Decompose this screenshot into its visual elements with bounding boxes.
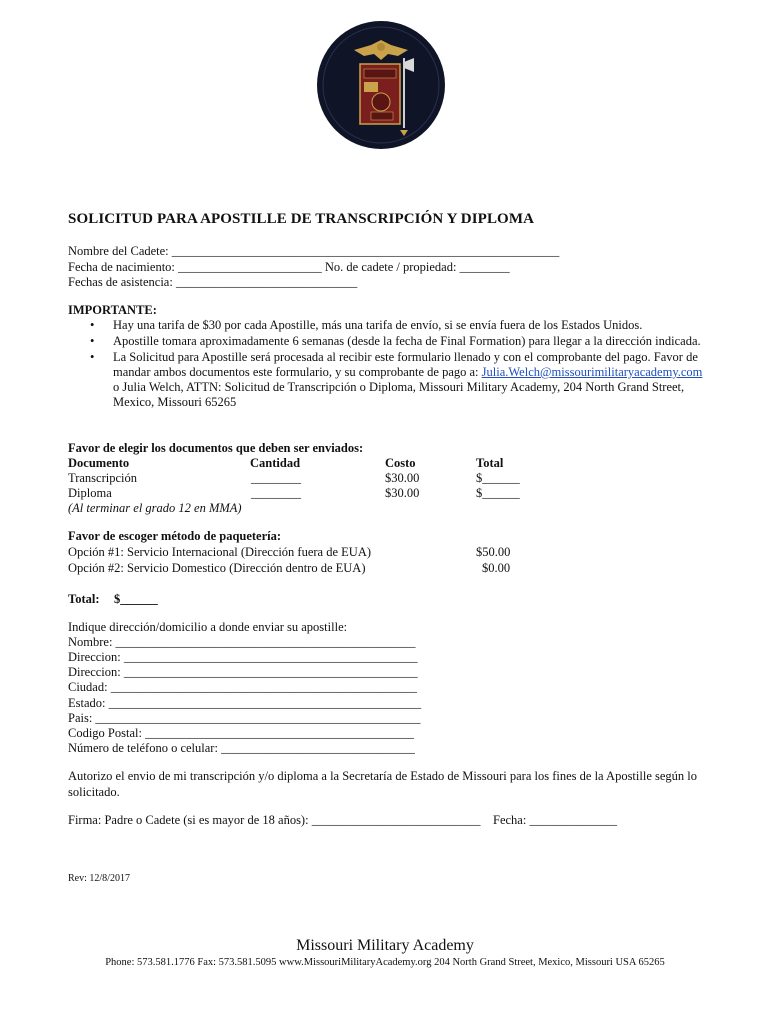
documents-heading: Favor de elegir los documentos que deben ser enviados: bbox=[68, 441, 364, 455]
footer-academy-name: Missouri Military Academy bbox=[296, 937, 474, 954]
shipping-option-2[interactable]: Opción #2: Servicio Domestico (Dirección dentro de EUA) bbox=[68, 561, 366, 575]
address-telefono-field[interactable]: Número de teléfono o celular: _______________________________ bbox=[68, 741, 415, 755]
shipping-option-1-price: $50.00 bbox=[476, 545, 511, 559]
address-intro: Indique dirección/domicilio a donde enviar su apostille: bbox=[68, 620, 348, 634]
list-item bbox=[68, 318, 708, 333]
row-diploma-documento: Diploma bbox=[68, 486, 112, 500]
bullet-icon: • bbox=[90, 350, 95, 364]
row-diploma-costo: $30.00 bbox=[385, 486, 420, 500]
importante-heading: IMPORTANTE: bbox=[68, 303, 157, 317]
shipping-option-1[interactable]: Opción #1: Servicio Internacional (Dirección fuera de EUA) bbox=[68, 545, 372, 559]
list-item-text: Apostille tomara aproximadamente 6 semanas (desde la fecha de Final Formation) para llegar a la dirección indicada. bbox=[113, 334, 701, 348]
signature-field[interactable]: Firma: Padre o Cadete (si es mayor de 18 años): ___________________________ bbox=[68, 813, 481, 827]
address-nombre-field[interactable]: Nombre: ________________________________________________ bbox=[68, 635, 416, 649]
grand-total-label: Total: bbox=[68, 592, 100, 606]
bullet-icon: • bbox=[90, 318, 95, 332]
row-transcripcion-cantidad[interactable]: ________ bbox=[251, 471, 301, 485]
importante-list bbox=[68, 318, 708, 411]
address-direccion-1-field[interactable]: Direccion: _______________________________________________ bbox=[68, 650, 418, 664]
diploma-note: (Al terminar el grado 12 en MMA) bbox=[68, 501, 242, 515]
address-pais-field[interactable]: Pais: ____________________________________________________ bbox=[68, 711, 421, 725]
revision-date: Rev: 12/8/2017 bbox=[68, 873, 130, 884]
cadet-name-field[interactable]: Nombre del Cadete: ______________________________________________________________ bbox=[68, 244, 560, 258]
list-item-text: o Julia Welch, ATTN: Solicitud de Transcripción o Diploma, Missouri Military Academy, 204 North Grand Street, Mexico, Missouri 65265 bbox=[113, 380, 685, 409]
col-costo: Costo bbox=[385, 456, 416, 470]
address-estado-field[interactable]: Estado: __________________________________________________ bbox=[68, 696, 422, 710]
bullet-icon: • bbox=[90, 334, 95, 348]
email-link[interactable]: Julia.Welch@missourimilitaryacademy.com bbox=[481, 365, 703, 379]
shipping-option-2-price: $0.00 bbox=[482, 561, 511, 575]
attendance-dates-field[interactable]: Fechas de asistencia: _____________________________ bbox=[68, 275, 358, 289]
academy-seal-logo bbox=[316, 20, 446, 150]
footer-contact-info: Phone: 573.581.1776 Fax: 573.581.5095 www.MissouriMilitaryAcademy.org 204 North Grand Street, Mexico, Missouri USA 65265 bbox=[105, 957, 665, 968]
signature-date-field[interactable]: Fecha: ______________ bbox=[493, 813, 617, 827]
list-item-text: Hay una tarifa de $30 por cada Apostille, más una tarifa de envío, si se envía fuera de los Estados Unidos. bbox=[113, 318, 643, 332]
page-title: SOLICITUD PARA APOSTILLE DE TRANSCRIPCIÓN Y DIPLOMA bbox=[68, 211, 535, 227]
address-codigo-postal-field[interactable]: Codigo Postal: ___________________________________________ bbox=[68, 726, 414, 740]
authorization-text: Autorizo el envio de mi transcripción y/o diploma a la Secretaría de Estado de Missouri para los fines de la Apostille según lo solicitado. bbox=[68, 769, 698, 799]
address-ciudad-field[interactable]: Ciudad: _________________________________________________ bbox=[68, 680, 417, 694]
col-cantidad: Cantidad bbox=[250, 456, 301, 470]
address-direccion-2-field[interactable]: Direccion: _______________________________________________ bbox=[68, 665, 418, 679]
list-item bbox=[68, 350, 708, 410]
shipping-heading: Favor de escoger método de paquetería: bbox=[68, 529, 282, 543]
list-item-text: La Solicitud para Apostille será procesada al recibir este formulario llenado y con el comprobante del pago. Favor de mandar ambos documentos este formulario, y su comprobante de pago a: bbox=[113, 350, 698, 379]
row-transcripcion-costo: $30.00 bbox=[385, 471, 420, 485]
grand-total-field[interactable]: $______ bbox=[114, 592, 158, 606]
col-documento: Documento bbox=[68, 456, 130, 470]
list-item bbox=[68, 334, 708, 349]
row-diploma-total[interactable]: $______ bbox=[476, 486, 520, 500]
col-total: Total bbox=[476, 456, 504, 470]
row-diploma-cantidad[interactable]: ________ bbox=[251, 486, 301, 500]
row-transcripcion-documento: Transcripción bbox=[68, 471, 137, 485]
birthdate-field[interactable]: Fecha de nacimiento: _______________________ No. de cadete / propiedad: ________ bbox=[68, 260, 510, 274]
row-transcripcion-total[interactable]: $______ bbox=[476, 471, 520, 485]
